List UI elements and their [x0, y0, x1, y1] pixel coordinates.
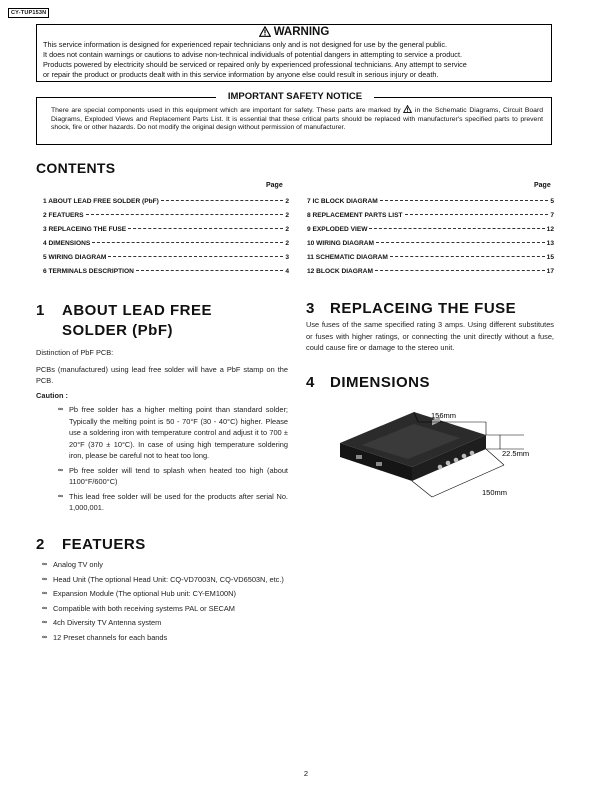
toc-entry[interactable]: [307, 252, 554, 262]
toc-entry-page: 2: [285, 211, 289, 219]
caution-item-text: This lead free solder will be used for the products after serial No. 1,000,001.: [69, 491, 288, 512]
tuner-unit-illustration: [340, 412, 486, 481]
feature-item: [42, 559, 288, 571]
bullet-icon: ∞: [42, 561, 47, 568]
caution-item-text: Pb free solder will tend to splash when heated too high (about 1100°F/600°C): [69, 465, 288, 486]
model-tag: CY-TUP153N: [8, 8, 49, 18]
toc-page-label-left: Page: [266, 182, 283, 189]
toc-entry[interactable]: [43, 238, 289, 248]
toc-entry-title: 5 WIRING DIAGRAM: [43, 253, 107, 261]
page-number: 2: [303, 769, 309, 778]
toc-entry-title: 12 BLOCK DIAGRAM: [307, 267, 373, 275]
toc-entry-page: 2: [285, 239, 289, 247]
section1-number: 1: [36, 302, 45, 319]
warning-heading: [37, 26, 551, 38]
feature-item: [42, 603, 288, 615]
toc-entry-page: 2: [285, 225, 289, 233]
toc-leader: [92, 242, 283, 243]
warning-line: It does not contain warnings or cautions to advise non-technical individuals of potential dangers in attempting to service a product.: [43, 50, 463, 59]
toc-entry-title: 1 ABOUT LEAD FREE SOLDER (PbF): [43, 197, 159, 205]
warning-box: [36, 24, 552, 82]
safety-notice-text: [51, 105, 543, 133]
toc-entry-title: 8 REPLACEMENT PARTS LIST: [307, 211, 403, 219]
warning-triangle-icon: [403, 105, 412, 113]
toc-entry-page: 7: [550, 211, 554, 219]
warning-line: or repair the product or products dealt with in this service information by anyone else could result in serious injury or death.: [43, 70, 439, 79]
toc-leader: [375, 270, 545, 271]
toc-leader: [390, 256, 545, 257]
toc-entry-page: 3: [285, 253, 289, 261]
bullet-icon: ∞: [58, 492, 63, 500]
toc-page-label-right: Page: [534, 182, 551, 189]
feature-item-text: 4ch Diversity TV Antenna system: [53, 618, 162, 627]
toc-entry-title: 11 SCHEMATIC DIAGRAM: [307, 253, 388, 261]
toc-entry-title: 6 TERMINALS DESCRIPTION: [43, 267, 134, 275]
toc-entry[interactable]: [43, 266, 289, 276]
toc-entry-page: 2: [285, 197, 289, 205]
caution-item-text: Pb free solder has a higher melting point than standard solder; Typically the melting point is 50 - 70°F (30 - 40°C) higher. Please use a soldering iron with temperature control and adjust it to 700 ± 20°F (370 ± 10°C). In case of using high temperature soldering iron, please be careful not to heat too long.: [69, 405, 288, 460]
toc-entry-page: 5: [550, 197, 554, 205]
section3-number: 3: [306, 300, 315, 317]
toc-leader: [136, 270, 283, 271]
section1-body: [36, 347, 288, 514]
bullet-icon: ∞: [42, 633, 47, 641]
bullet-icon: ∞: [42, 604, 47, 612]
warning-title: WARNING: [273, 26, 330, 38]
bullet-icon: ∞: [42, 619, 47, 626]
features-list: [42, 559, 288, 643]
dimension-depth-label: 150mm: [482, 488, 508, 497]
toc-entry[interactable]: [43, 210, 289, 220]
warning-line: Products powered by electricity should be serviced or repaired only by experienced professional technicians. Any attempt to service: [43, 60, 467, 69]
toc-left-column: [43, 196, 289, 278]
feature-item: [42, 617, 288, 629]
toc-entry[interactable]: [307, 238, 554, 248]
bullet-icon: ∞: [58, 466, 63, 474]
toc-entry[interactable]: [307, 224, 554, 234]
feature-item-text: 12 Preset channels for each bands: [53, 632, 168, 642]
warning-text: [43, 40, 545, 80]
section3-title: REPLACEING THE FUSE: [330, 300, 517, 317]
safety-notice-box: [36, 91, 552, 145]
section4-title: DIMENSIONS: [330, 374, 431, 391]
section1-title-line2: SOLDER (PbF): [62, 322, 173, 339]
feature-item-text: Expansion Module (The optional Hub unit: CY-EM100N): [53, 589, 236, 598]
caution-item: [58, 491, 288, 514]
feature-item: [42, 632, 288, 644]
dimension-height-label: 22.5mm: [502, 449, 530, 458]
toc-entry-title: 9 EXPLODED VIEW: [307, 225, 368, 233]
bullet-icon: ∞: [58, 406, 63, 413]
toc-entry-title: 10 WIRING DIAGRAM: [307, 239, 375, 247]
safety-text-part1: There are special components used in this equipment which are important for safety. These parts are marked by: [51, 107, 404, 114]
feature-item: [42, 574, 288, 586]
section1-title-line1: ABOUT LEAD FREE: [62, 302, 212, 319]
toc-entry-page: 12: [546, 225, 554, 233]
safety-notice-title: IMPORTANT SAFETY NOTICE: [216, 91, 374, 102]
toc-leader: [369, 228, 544, 229]
toc-entry-page: 13: [546, 239, 554, 247]
toc-entry-title: 2 FEATUERS: [43, 211, 84, 219]
toc-leader: [380, 200, 549, 201]
toc-entry-page: 15: [546, 253, 554, 261]
toc-entry[interactable]: [307, 210, 554, 220]
toc-right-column: [307, 196, 554, 278]
dimensions-drawing: [336, 405, 546, 510]
toc-leader: [128, 228, 283, 229]
feature-item-text: Compatible with both receiving systems PAL or SECAM: [53, 603, 235, 613]
warning-triangle-icon: [259, 26, 271, 37]
section4-number: 4: [306, 374, 315, 391]
toc-entry-page: 4: [285, 267, 289, 275]
caution-label: Caution :: [36, 390, 69, 400]
bullet-icon: ∞: [42, 590, 47, 597]
section2-title: FEATUERS: [62, 536, 146, 553]
toc-entry-page: 17: [546, 267, 554, 275]
toc-entry-title: 4 DIMENSIONS: [43, 239, 91, 247]
toc-leader: [405, 214, 549, 215]
bullet-icon: ∞: [42, 575, 47, 583]
toc-entry[interactable]: [307, 266, 554, 276]
pbf-stamp-text: PCBs (manufactured) using lead free solder will have a PbF stamp on the PCB.: [36, 364, 288, 385]
safety-text-part2: in the Schematic Diagrams, Circuit Board Diagrams, Exploded Views and Replacement Parts List. It is essential that these critical parts should be replaced with manufacturer's specified parts to prevent shock, fire or other hazards. Do not modify the original design without permission of manufacturer.: [51, 107, 543, 131]
section2-number: 2: [36, 536, 45, 553]
toc-leader: [161, 200, 283, 201]
caution-item: [58, 404, 288, 462]
toc-entry[interactable]: [43, 252, 289, 262]
toc-entry[interactable]: [307, 196, 554, 206]
caution-list: [36, 404, 288, 514]
toc-leader: [108, 256, 283, 257]
toc-leader: [86, 214, 284, 215]
toc-entry[interactable]: [43, 196, 289, 206]
contents-heading: CONTENTS: [36, 160, 116, 176]
toc-entry[interactable]: [43, 224, 289, 234]
caution-item: [58, 465, 288, 488]
pbf-distinction: Distinction of PbF PCB:: [36, 348, 114, 357]
toc-leader: [376, 242, 545, 243]
dimension-width-label: 156mm: [431, 411, 457, 420]
warning-line: This service information is designed for experienced repair technicians only and is not designed for use by the general public.: [43, 40, 447, 49]
feature-item: [42, 588, 288, 600]
feature-item-text: Analog TV only: [53, 560, 103, 569]
toc-entry-title: 7 IC BLOCK DIAGRAM: [307, 197, 378, 205]
toc-entry-title: 3 REPLACEING THE FUSE: [43, 225, 127, 233]
feature-item-text: Head Unit (The optional Head Unit: CQ-VD7003N, CQ-VD6503N, etc.): [53, 574, 284, 584]
fuse-text: Use fuses of the same specified rating 3 amps. Using different substitutes or fuses with higher ratings, or connecting the unit directly without a fuse, could cause fire or damage to the stereo unit.: [306, 320, 554, 352]
